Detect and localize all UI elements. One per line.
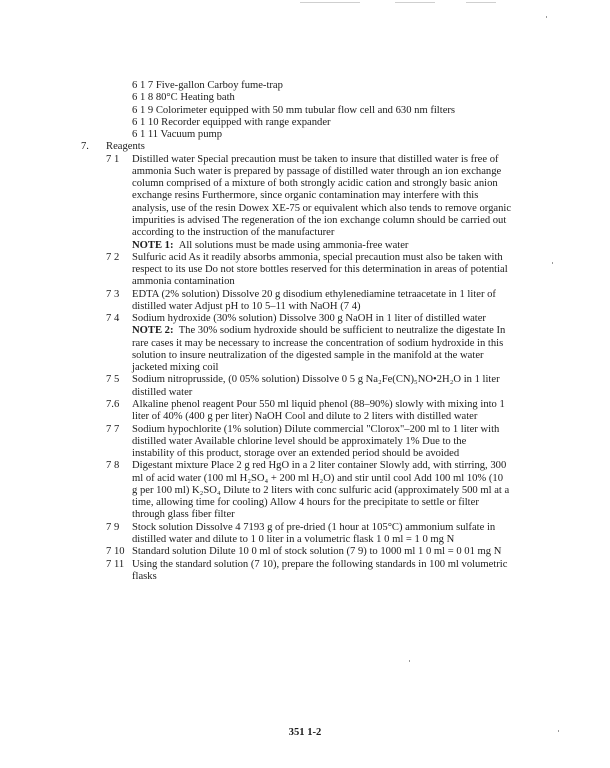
reagent-text-line: instability of this product, storage over an extended period should be avoided <box>132 448 460 460</box>
reagent-text-line: time, allowing time for cooling) Allow 4 hours for the precipitate to settle or filter <box>132 497 479 509</box>
scan-speck <box>546 16 547 18</box>
scan-mark <box>300 2 360 3</box>
reagent-text-line: distilled water Available chlorine level should be approximately 1% Due to the <box>132 435 467 447</box>
reagent-text-line: impurities is advised The regeneration of the ion exchange column should be carried out <box>132 214 507 226</box>
reagent-text-line: respect to its use Do not store bottles reserved for this determination in areas of potential <box>132 264 508 276</box>
equipment-item: 6 1 8 80°C Heating bath <box>132 92 235 104</box>
reagent-text-line: Alkaline phenol reagent Pour 550 ml liquid phenol (88–90%) slowly with mixing into 1 <box>132 399 505 411</box>
reagent-text-line: distilled water and dilute to 1 0 liter in a volumetric flask 1 0 ml = 1 0 mg N <box>132 533 455 545</box>
reagent-text-line: flasks <box>132 570 157 582</box>
note-text-line: solution to insure neutralization of the digested sample in the manifold at the water <box>132 349 484 361</box>
scan-mark <box>466 2 496 3</box>
equipment-item: 6 1 7 Five-gallon Carboy fume-trap <box>132 80 283 91</box>
reagent-text-line: Sodium hypochlorite (1% solution) Dilute commercial "Clorox"–200 ml to 1 liter with <box>132 423 500 435</box>
section-title: Reagents <box>106 141 145 153</box>
note-text-line: rare cases it may be necessary to increase the concentration of sodium hydroxide in this <box>132 337 504 349</box>
reagent-text-line: Standard solution Dilute 10 0 ml of stock solution (7 9) to 1000 ml 1 0 ml = 0 01 mg N <box>132 546 502 558</box>
reagent-text-line: Digestant mixture Place 2 g red HgO in a 2 liter container Slowly add, with stirring, 300 <box>132 460 507 472</box>
reagent-number: 7 7 <box>106 423 120 435</box>
reagent-text-line: Using the standard solution (7 10), prepare the following standards in 100 ml volumetric <box>132 558 508 570</box>
equipment-item: 6 1 9 Colorimeter equipped with 50 mm tubular flow cell and 630 nm filters <box>132 104 456 116</box>
reagent-number: 7 8 <box>106 460 120 472</box>
reagent-text-line: Distilled water Special precaution must be taken to insure that distilled water is free of <box>132 153 499 165</box>
scan-speck <box>409 660 410 662</box>
reagent-text-line: Stock solution Dissolve 4 7193 g of pre-dried (1 hour at 105°C) ammonium sulfate in <box>132 521 496 533</box>
reagent-text-line: through glass fiber filter <box>132 509 235 521</box>
reagent-number: 7 3 <box>106 288 120 300</box>
note-text-line: All solutions must be made using ammonia-free water <box>178 239 409 251</box>
reagent-text-line: ammonia Such water is prepared by passage of distilled water through an ion exchange <box>132 165 502 177</box>
reagent-text-line: according to the instruction of the manufacturer <box>132 227 335 239</box>
note-label: NOTE 2: <box>132 325 174 337</box>
reagent-text-line: column comprised of a mixture of both strongly acidic cation and strongly basic anion <box>132 178 498 190</box>
reagent-number: 7 4 <box>106 313 120 325</box>
reagent-text-line: Sodium nitroprusside, (0 05% solution) Dissolve 0 5 g Na₂Fe(CN)₅NO•2H₂O in 1 liter <box>132 374 500 386</box>
reagent-text-line: Sulfuric acid As it readily absorbs ammonia, special precaution must also be taken with <box>132 251 503 263</box>
note-text-line: jacketed mixing coil <box>132 362 219 374</box>
page-number: 351 1-2 <box>288 727 322 738</box>
section-number: 7. <box>81 141 89 153</box>
reagent-text-line: ml of acid water (100 ml H₂SO₄ + 200 ml H₂O) and stir until cool Add 100 ml 10% (10 <box>132 472 504 484</box>
reagent-text-line: Sodium hydroxide (30% solution) Dissolve 300 g NaOH in 1 liter of distilled water <box>132 313 486 325</box>
reagent-number: 7 9 <box>106 521 120 533</box>
reagent-text-line: distilled water Adjust pH to 10 5–11 with NaOH (7 4) <box>132 300 361 312</box>
equipment-item: 6 1 10 Recorder equipped with range expander <box>132 116 331 128</box>
reagent-text-line: g per 100 ml) K₂SO₄ Dilute to 2 liters with conc sulfuric acid (approximately 500 ml at a <box>132 484 510 496</box>
reagent-number: 7 2 <box>106 251 120 263</box>
note-text-line: The 30% sodium hydroxide should be sufficient to neutralize the digestate In <box>178 325 506 337</box>
reagent-text-line: EDTA (2% solution) Dissolve 20 g disodium ethylenediamine tetraacetate in 1 liter of <box>132 288 496 300</box>
reagent-number: 7 5 <box>106 374 120 386</box>
reagent-text-line: analysis, use of the resin Dowex XE-75 or equivalent which also tends to remove organic <box>132 202 512 214</box>
scan-mark <box>395 2 435 3</box>
reagent-text-line: distilled water <box>132 386 193 398</box>
reagent-number: 7 11 <box>106 558 125 570</box>
reagent-number: 7 10 <box>106 546 125 558</box>
equipment-item: 6 1 11 Vacuum pump <box>132 129 223 141</box>
reagent-text-line: liter of 40% (400 g per liter) NaOH Cool and dilute to 2 liters with distilled water <box>132 411 478 423</box>
reagent-text-line: exchange resins Furthermore, since organic contamination may interfere with this <box>132 190 479 202</box>
reagent-text-line: ammonia contamination <box>132 276 235 288</box>
note-label: NOTE 1: <box>132 239 174 251</box>
scan-speck <box>552 262 553 264</box>
reagent-number: 7 1 <box>106 153 120 165</box>
reagent-number: 7.6 <box>106 399 120 411</box>
